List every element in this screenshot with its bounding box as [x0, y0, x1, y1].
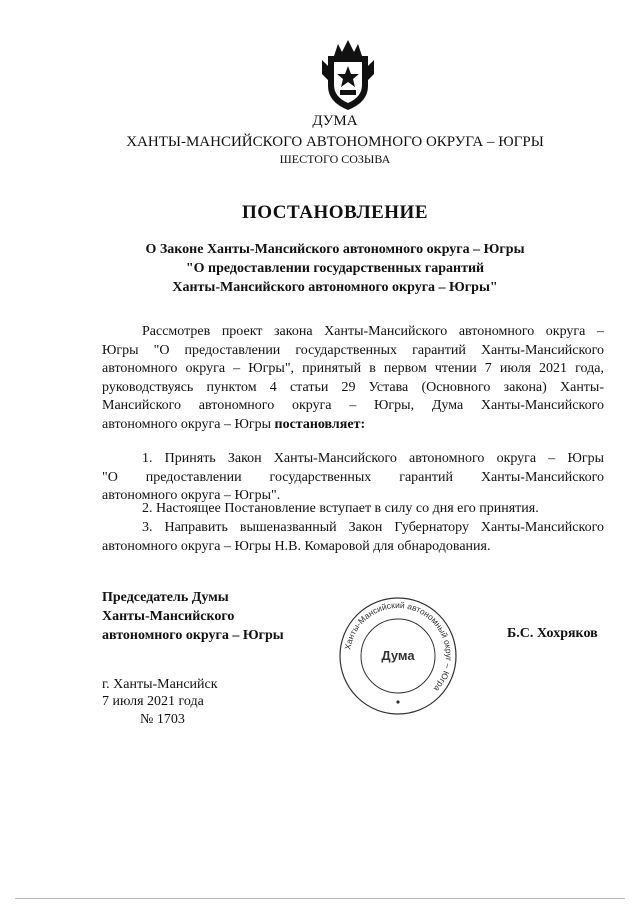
preamble-line: Югры "О предоставлении государственных гарантий Ханты-Мансийского: [102, 342, 604, 358]
item-2-paragraph: [102, 500, 604, 519]
seal-ring-text: Ханты-Мансийский автономный округ – Югра: [342, 599, 455, 694]
signatory-title-line-2: Ханты-Мансийского: [102, 609, 235, 624]
item-1-line: автономного округа – Югры".: [102, 488, 281, 503]
preamble-line: Рассмотрев проект закона Ханты-Мансийского автономного округа –: [142, 324, 604, 339]
subject-line-2: "О предоставлении государственных гарантий: [185, 261, 485, 276]
resolves-word: постановляет:: [274, 416, 366, 432]
signatory-title-line-1: Председатель Думы: [102, 590, 229, 605]
coat-of-arms-emblem: [320, 40, 376, 112]
subject-line-3: Ханты-Мансийского автономного округа – Югры": [172, 280, 498, 295]
item-1-paragraph: [102, 450, 604, 506]
signatory-title-line-3: автономного округа – Югры: [102, 628, 284, 643]
document-number: № 1703: [140, 712, 185, 727]
preamble-last-text: автономного округа – Югры: [102, 416, 271, 432]
preamble-paragraph: [102, 323, 604, 434]
preamble-line: Мансийского автономного округа – Югры, Дума Ханты-Мансийского: [102, 398, 604, 413]
issuer-region: ХАНТЫ-МАНСИЙСКОГО АВТОНОМНОГО ОКРУГА – ЮГРЫ: [126, 134, 544, 150]
item-1-line: 1. Принять Закон Ханты-Мансийского автономного округа – Югры: [142, 451, 604, 466]
official-seal-stamp: [336, 594, 460, 718]
issue-date: 7 июля 2021 года: [102, 694, 204, 709]
seal-center-text: Дума: [381, 648, 415, 663]
item-3-paragraph: [102, 519, 604, 556]
document-type-title: ПОСТАНОВЛЕНИЕ: [241, 202, 429, 223]
place-of-issue: г. Ханты-Мансийск: [102, 677, 218, 692]
item-1-line: "О предоставлении государственных гарантий Ханты-Мансийского: [102, 469, 604, 485]
preamble-line: руководствуясь пунктом 4 статьи 29 Устава (Основного закона) Ханты-: [102, 379, 604, 395]
issuer-name: ДУМА: [312, 113, 358, 129]
preamble-line: автономного округа – Югры", принятый в первом чтении 7 июля 2021 года,: [102, 361, 604, 376]
subject-line-1: О Законе Ханты-Мансийского автономного округа – Югры: [145, 242, 525, 257]
item-2-line: 2. Настоящее Постановление вступает в силу со дня его принятия.: [142, 501, 539, 516]
issuer-convocation: ШЕСТОГО СОЗЫВА: [279, 152, 391, 166]
item-3-line: 3. Направить вышеназванный Закон Губернатору Ханты-Мансийского: [142, 520, 604, 535]
signatory-name: Б.С. Хохряков: [507, 626, 598, 641]
item-3-line: автономного округа – Югры Н.В. Комаровой для обнародования.: [102, 538, 491, 554]
bottom-rule: [15, 898, 625, 899]
preamble-line-last: [102, 416, 604, 435]
